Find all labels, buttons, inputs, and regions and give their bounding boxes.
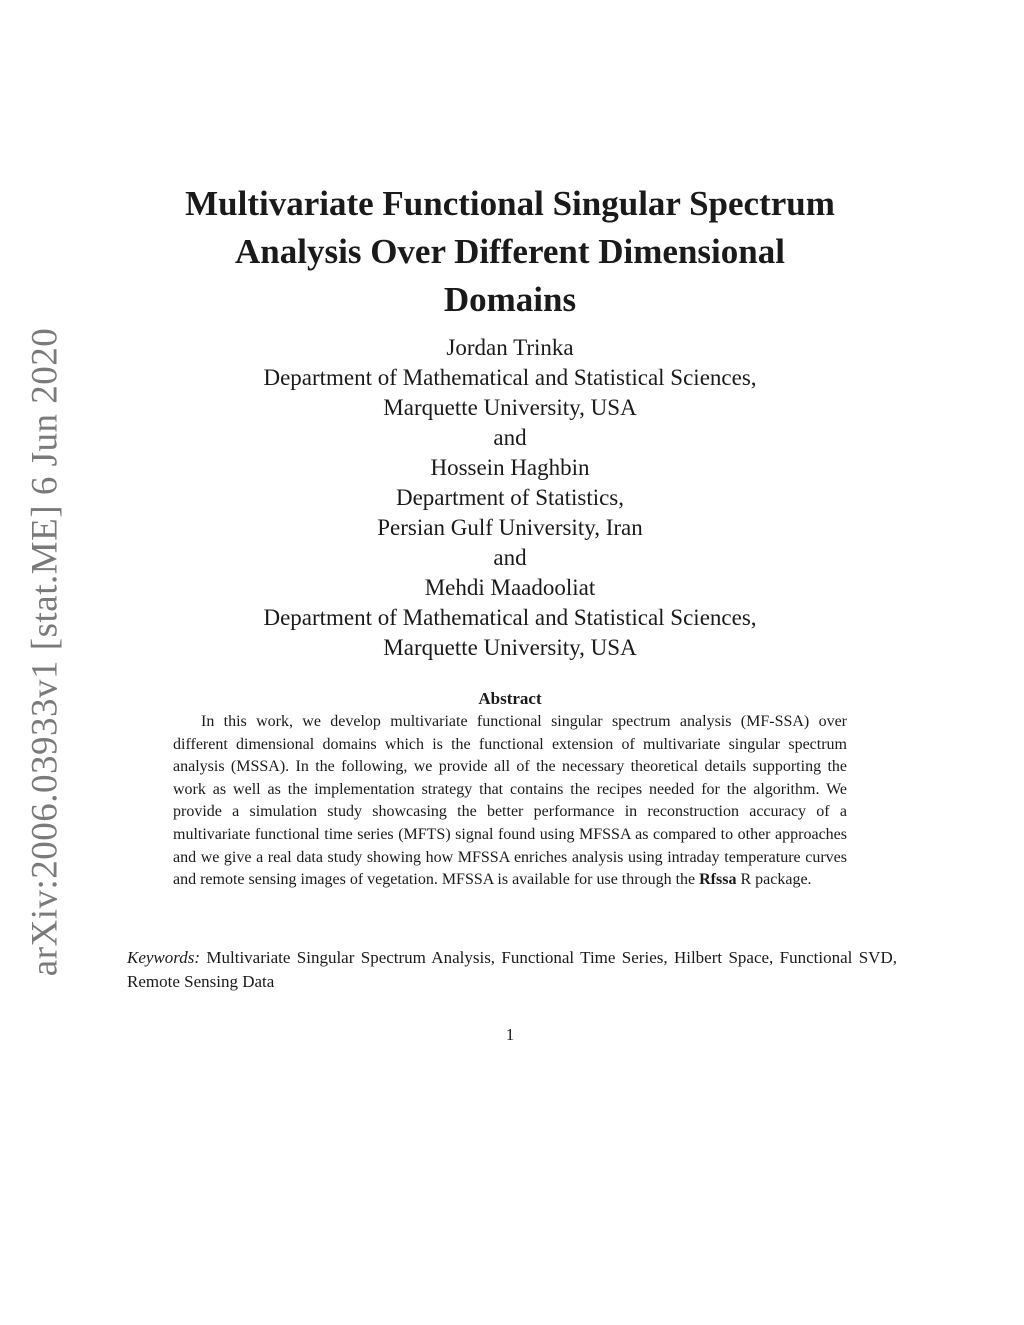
keywords-label: Keywords: — [127, 948, 201, 967]
keywords-text: Multivariate Singular Spectrum Analysis, Functional Time Series, Hilbert Space, Functional SVD, Remote Sensing Data — [127, 948, 897, 991]
title-line: Domains — [443, 280, 577, 319]
keywords — [127, 946, 897, 994]
author-block — [130, 333, 890, 663]
author-institution: Persian Gulf University, Iran — [377, 515, 643, 540]
abstract-text — [173, 711, 847, 892]
author-department: Department of Statistics, — [395, 485, 625, 510]
paper-title — [130, 180, 890, 324]
author-name: Mehdi Maadooliat — [424, 575, 596, 600]
abstract-heading: Abstract — [478, 689, 542, 708]
author-name: Hossein Haghbin — [430, 455, 590, 480]
title-line: Multivariate Functional Singular Spectrum — [185, 184, 835, 223]
author-institution: Marquette University, USA — [383, 635, 637, 660]
arxiv-identifier: arXiv:2006.03933v1 [stat.ME] 6 Jun 2020 — [24, 327, 66, 977]
author-department: Department of Mathematical and Statistical Sciences, — [263, 365, 757, 390]
author-separator: and — [493, 545, 527, 570]
author-institution: Marquette University, USA — [383, 395, 637, 420]
author-separator: and — [493, 425, 527, 450]
title-line: Analysis Over Different Dimensional — [235, 232, 785, 271]
author-department: Department of Mathematical and Statistical Sciences, — [263, 605, 757, 630]
author-name: Jordan Trinka — [446, 335, 574, 360]
page-number: 1 — [505, 1025, 515, 1044]
abstract-text-end: R package. — [740, 871, 812, 889]
abstract-text-main: In this work, we develop multivariate functional singular spectrum analysis (MF-SSA) over different dimensional domains which is the functional extension of multivariate singular spectrum analysis (MSSA). In the following, we provide all of the necessary theoretical details supporting the work as well as the implementation strategy that contains the recipes needed for the algorithm. We provide a simulation study showcasing the better performance in reconstruction accuracy of a multivariate functional time series (MFTS) signal found using MFSSA as compared to other approaches and we give a real data study showing how MFSSA enriches analysis using intraday temperature curves and remote sensing images of vegetation. MFSSA is available for use through the — [173, 713, 847, 889]
package-name: Rfssa — [699, 871, 737, 889]
